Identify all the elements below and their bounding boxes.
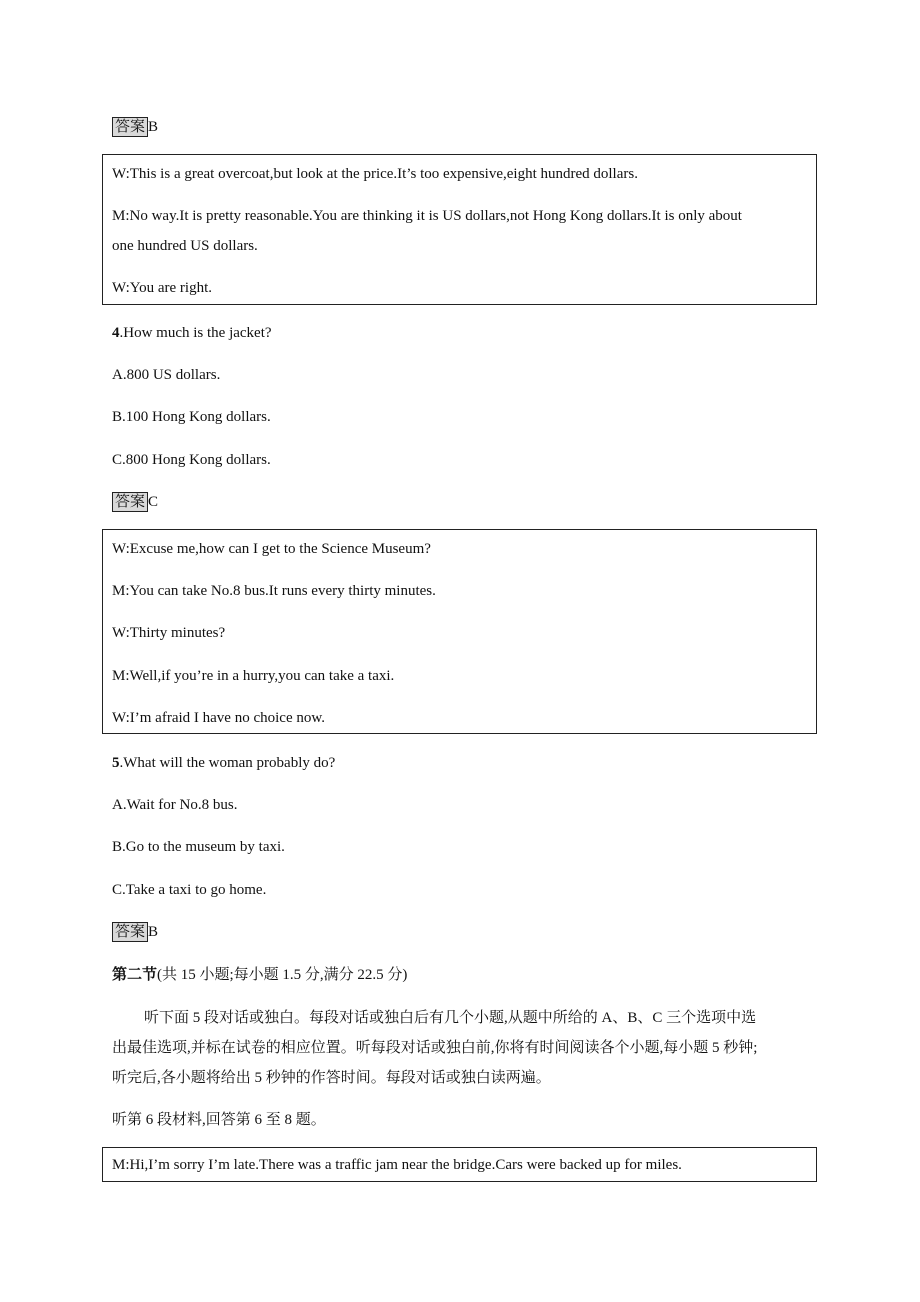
- question-4: [112, 323, 272, 343]
- transcript-line: W:Excuse me,how can I get to the Science Museum?: [112, 541, 431, 557]
- transcript-line: W:I’m afraid I have no choice now.: [112, 710, 325, 726]
- question-text: .What will the woman probably do?: [119, 755, 336, 771]
- transcript-line: M:No way.It is pretty reasonable.You are thinking it is US dollars,not Hong Kong dollars.It is only about: [112, 208, 742, 224]
- transcript-box-q4: [102, 154, 817, 305]
- option-a: A.800 US dollars.: [112, 367, 221, 383]
- instructions-line: 出最佳选项,并标在试卷的相应位置。听每段对话或独白前,你将有时间阅读各个小题,每小题 5 秒钟;: [112, 1040, 758, 1056]
- section-title: 第二节: [112, 967, 158, 983]
- section-heading: [112, 965, 407, 985]
- answer-line-q5: [112, 922, 158, 942]
- transcript-line: M:You can take No.8 bus.It runs every thirty minutes.: [112, 583, 436, 599]
- transcript-line: one hundred US dollars.: [112, 238, 258, 254]
- question-5: [112, 753, 335, 773]
- transcript-line: M:Hi,I’m sorry I’m late.There was a traffic jam near the bridge.Cars were backed up for miles.: [112, 1157, 682, 1173]
- answer-line-q4: [112, 492, 158, 512]
- transcript-line: W:This is a great overcoat,but look at the price.It’s too expensive,eight hundred dollars.: [112, 166, 638, 182]
- transcript-line: W:You are right.: [112, 280, 212, 296]
- transcript-line: M:Well,if you’re in a hurry,you can take a taxi.: [112, 668, 395, 684]
- transcript-box-q5: [102, 529, 817, 734]
- section-meta: (共 15 小题;每小题 1.5 分,满分 22.5 分): [157, 967, 408, 983]
- option-b: B.Go to the museum by taxi.: [112, 839, 285, 855]
- material-intro: 听第 6 段材料,回答第 6 至 8 题。: [112, 1112, 326, 1128]
- transcript-line: W:Thirty minutes?: [112, 625, 226, 641]
- answer-tag: 答案: [112, 922, 148, 942]
- option-c: C.800 Hong Kong dollars.: [112, 452, 271, 468]
- answer-line-q3: [112, 117, 158, 137]
- transcript-box-q6: [102, 1147, 817, 1182]
- option-b: B.100 Hong Kong dollars.: [112, 409, 271, 425]
- instructions-line: 听下面 5 段对话或独白。每段对话或独白后有几个小题,从题中所给的 A、B、C 三个选项中选: [144, 1010, 757, 1026]
- option-c: C.Take a taxi to go home.: [112, 882, 267, 898]
- question-number: 5: [112, 755, 120, 771]
- answer-tag: 答案: [112, 492, 148, 512]
- option-a: A.Wait for No.8 bus.: [112, 797, 238, 813]
- instructions-line: 听完后,各小题将给出 5 秒钟的作答时间。每段对话或独白读两遍。: [112, 1070, 551, 1086]
- question-text: .How much is the jacket?: [119, 325, 272, 341]
- answer-value: B: [148, 119, 159, 135]
- question-number: 4: [112, 325, 120, 341]
- answer-value: C: [148, 494, 159, 510]
- answer-tag: 答案: [112, 117, 148, 137]
- answer-value: B: [148, 924, 159, 940]
